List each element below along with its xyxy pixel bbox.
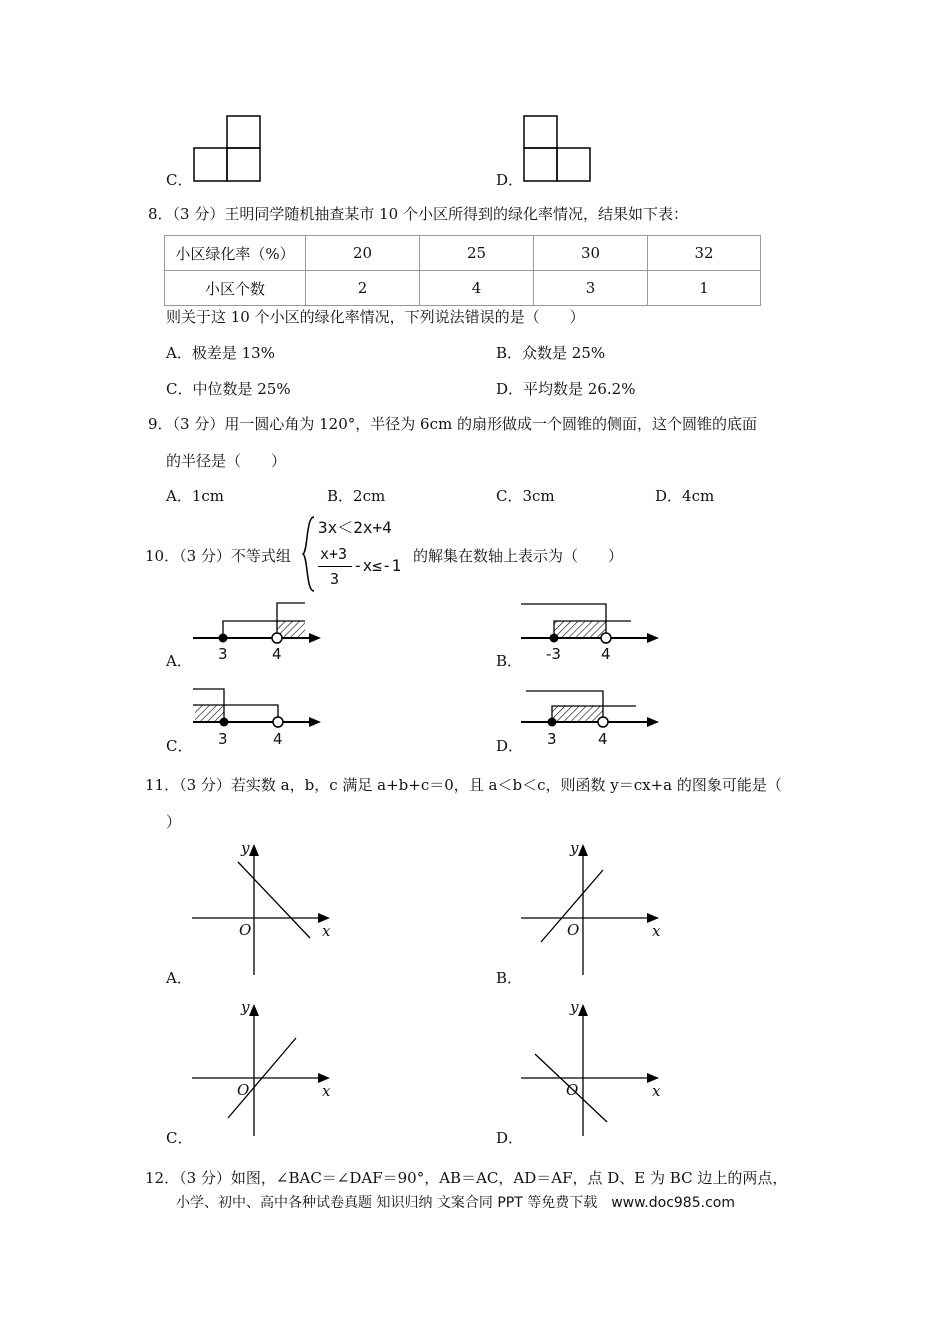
table-cell: 1: [648, 271, 761, 306]
q7-option-d[interactable]: D．: [496, 171, 524, 189]
q10-ineq2-numerator: x+3: [320, 545, 348, 563]
q10-numberline-a: [193, 600, 323, 662]
q9-stem-line1: 9．（3 分）用一圆心角为 120°，半径为 6cm 的扇形做成一个圆锥的侧面，这个圆锥的底面: [148, 415, 757, 433]
q10-fraction-bar: [318, 566, 352, 567]
q8-option-d[interactable]: D．平均数是 26.2%: [496, 380, 636, 398]
q11-option-b[interactable]: B．: [496, 969, 523, 987]
q11-stem-line2: ）: [166, 813, 182, 831]
q10-prefix: 10．（3 分）不等式组: [145, 547, 291, 565]
q9-option-a[interactable]: A．1cm: [166, 487, 225, 505]
page-footer: 小学、初中、高中各种试卷真题 知识归纳 文案合同 PPT 等免费下载 www.doc985.com: [176, 1195, 735, 1211]
q10-b-tick-4: 4: [601, 645, 611, 663]
q8-option-a[interactable]: A．极差是 13%: [166, 344, 275, 362]
q11-graph-b: [521, 840, 661, 975]
q10-numberline-d: [521, 686, 661, 748]
table-cell: 3: [534, 271, 648, 306]
q11-a-label-o: O: [239, 921, 252, 939]
q10-ineq2-denominator: 3: [330, 570, 340, 588]
table-cell: 30: [534, 236, 648, 271]
table-cell: 2: [306, 271, 420, 306]
q7-figure-c: [193, 115, 263, 183]
q10-option-d[interactable]: D．: [496, 737, 524, 755]
q10-numberline-c: [193, 686, 323, 748]
table-cell: 20: [306, 236, 420, 271]
q10-a-tick-4: 4: [272, 645, 282, 663]
table-row: [165, 236, 761, 271]
table-cell: 4: [420, 271, 534, 306]
q11-b-label-o: O: [567, 921, 580, 939]
q11-c-label-x: x: [322, 1082, 331, 1100]
q10-a-tick-3: 3: [218, 645, 228, 663]
q10-numberline-b: [521, 600, 661, 662]
q11-d-label-o: O: [566, 1081, 579, 1099]
q11-graph-d: [521, 998, 661, 1138]
q11-graph-c: [192, 998, 332, 1138]
q9-stem-line2: 的半径是（ ）: [166, 452, 287, 470]
q8-question: 则关于这 10 个小区的绿化率情况，下列说法错误的是（ ）: [166, 308, 585, 326]
q11-b-label-x: x: [652, 922, 661, 940]
q10-brace: [302, 515, 316, 593]
q10-inequality-1: 3x＜2x+4: [318, 518, 392, 537]
q10-ineq2-rest: -x≤-1: [353, 556, 402, 575]
q10-d-tick-4: 4: [598, 730, 608, 748]
table-cell: 25: [420, 236, 534, 271]
q10-c-tick-3: 3: [218, 730, 228, 748]
table-cell: 小区个数: [165, 271, 306, 306]
q10-d-tick-3: 3: [547, 730, 557, 748]
q11-c-label-y: y: [241, 998, 250, 1016]
q10-c-tick-4: 4: [273, 730, 283, 748]
q11-a-label-y: y: [241, 839, 250, 857]
q10-option-a[interactable]: A．: [166, 652, 192, 670]
q12-stem: 12．（3 分）如图，∠BAC＝∠DAF＝90°，AB＝AC，AD＝AF，点 D、E 为 BC 边上的两点，: [145, 1169, 788, 1187]
q8-option-c[interactable]: C．中位数是 25%: [166, 380, 291, 398]
q7-option-c[interactable]: C．: [166, 171, 193, 189]
q9-option-b[interactable]: B．2cm: [327, 487, 386, 505]
q8-option-b[interactable]: B．众数是 25%: [496, 344, 606, 362]
q11-stem-line1: 11．（3 分）若实数 a，b，c 满足 a+b+c＝0，且 a＜b＜c，则函数 y＝cx+a 的图象可能是（: [145, 776, 782, 794]
q11-option-c[interactable]: C．: [166, 1129, 193, 1147]
q11-option-d[interactable]: D．: [496, 1129, 524, 1147]
q9-option-d[interactable]: D．4cm: [655, 487, 715, 505]
q10-option-c[interactable]: C．: [166, 737, 193, 755]
q11-b-label-y: y: [570, 839, 579, 857]
q10-option-b[interactable]: B．: [496, 652, 523, 670]
q11-graph-a: [192, 840, 332, 975]
q10-suffix: 的解集在数轴上表示为（ ）: [413, 547, 624, 565]
q10-b-tick-neg3: -3: [546, 645, 561, 663]
q7-figure-d: [523, 115, 593, 183]
q8-table: [164, 235, 761, 306]
q8-stem: 8．（3 分）王明同学随机抽查某市 10 个小区所得到的绿化率情况，结果如下表：: [148, 205, 688, 223]
q11-c-label-o: O: [237, 1081, 250, 1099]
table-cell: 32: [648, 236, 761, 271]
q11-option-a[interactable]: A．: [166, 969, 192, 987]
table-row: [165, 271, 761, 306]
q11-d-label-y: y: [570, 998, 579, 1016]
q11-a-label-x: x: [322, 922, 331, 940]
table-cell: 小区绿化率（%）: [165, 236, 306, 271]
q11-d-label-x: x: [652, 1082, 661, 1100]
q9-option-c[interactable]: C．3cm: [496, 487, 555, 505]
